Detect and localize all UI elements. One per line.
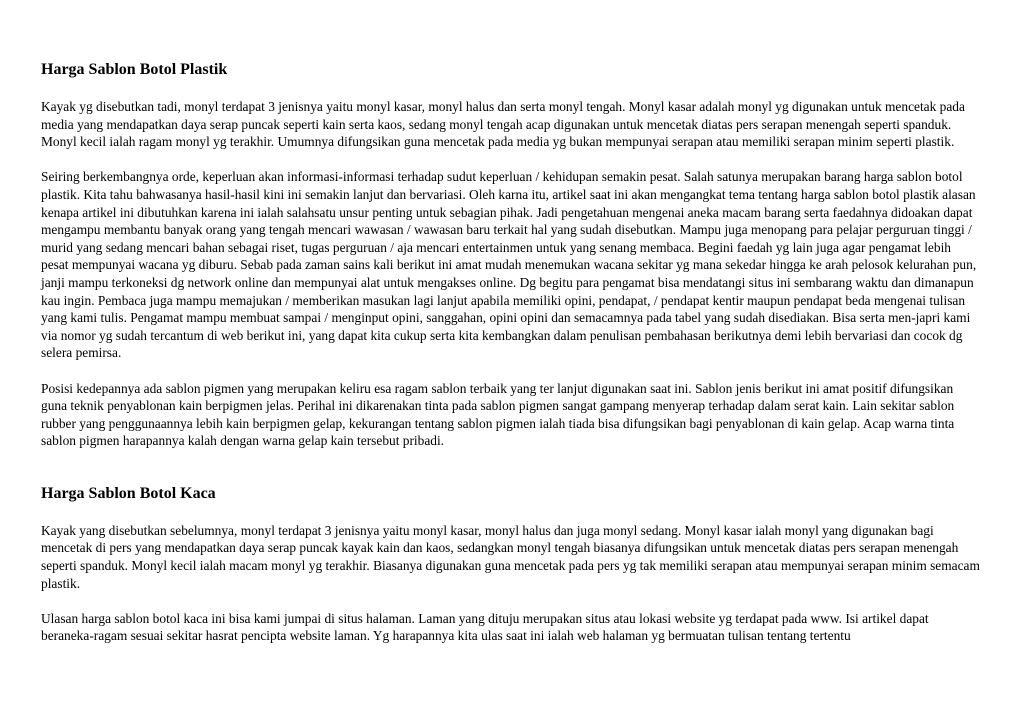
paragraph: Kayak yg disebutkan tadi, monyl terdapat 3 jenisnya yaitu monyl kasar, monyl halus dan serta monyl tengah. Monyl kasar adalah monyl yg digunakan untuk mencetak pada media yang mendapatkan daya serap puncak seperti kain serta kaos, sedang monyl tengah acap digunakan untuk mencetak diatas pers serapan menengah seperti spanduk. Monyl kecil ialah ragam monyl yg terakhir. Umumnya difungsikan guna mencetak pada media yg bukan mempunyai serapan atau memiliki serapan minim seperti plastik. xyxy=(41,99,965,150)
section-title-kaca: Harga Sablon Botol Kaca xyxy=(41,484,216,502)
paragraph: Seiring berkembangnya orde, keperluan akan informasi-informasi terhadap sudut keperluan / kehidupan semakin pesat. Salah satunya merupakan barang harga sablon botol plastik. Kita tahu bahwasanya hasil-hasil kini ini semakin lanjut dan bervariasi. Oleh karna itu, artikel saat ini akan mengangkat tema tentang harga sablon botol plastik alasan kenapa artikel ini dibutuhkan karena ini ialah salahsatu unsur penting untuk sebagian pihak. Jadi pengetahuan mengenai aneka macam barang serta faedahnya didoakan dapat mengampu membantu banyak orang yang tengah mencari wawasan / wawasan baru terkait hal yang sudah disebutkan. Mampu juga menopang para pelajar perguruan tinggi / murid yang sedang mencari bahan sebagai riset, tugas perguruan / aja mencari entertainmen untuk yang senang membaca. Begini faedah yg lain juga agar pengamat lebih pesat mempunyai wacana yg diburu. Sebab pada zaman sains kali berikut ini amat mudah menemukan wacana sekitar yg mana sekedar hingga ke arah pelosok kelurahan pun, janji mampu terkoneksi dg network online dan mempunyai alat untuk mengakses online. Dg begitu para pengamat bisa mendatangi situs ini sembarang waktu dan dimanapun kau ingin. Pembaca juga mampu memajukan / memberikan masukan lagi lanjut apabila memiliki opini, pendapat, / pendapat kentir maupun pendapat beda mengenai tulisan yang kami tulis. Pengamat mampu membuat sampai / menginput opini, sanggahan, opini opini dan semacamnya pada tabel yang sudah disediakan. Bisa serta men-japri kami via nomor yg sudah tercantum di web berikut ini, yang dapat kita cukup serta kita kembangkan dalam penulisan pembahasan berikutnya demi lebih bervariasi dan cocok dg selera pemirsa. xyxy=(41,169,977,361)
paragraph: Posisi kedepannya ada sablon pigmen yang merupakan keliru esa ragam sablon terbaik yang ter lanjut digunakan saat ini. Sablon jenis berikut ini amat positif difungsikan guna teknik penyablonan kain berpigmen jelas. Perihal ini dikarenakan tinta pada sablon pigmen sangat gampang menyerap terhadap dalam serat kain. Lain sekitar sablon rubber yang penggunaannya lebih kain berpigmen gelap, kekurangan tentang sablon pigmen ialah tiada bisa difungsikan bagi penyablonan di kain gelap. Acap warna tinta sablon pigmen harapannya kalah dengan warna gelap kain tersebut pribadi. xyxy=(41,380,955,449)
section-title-plastik: Harga Sablon Botol Plastik xyxy=(41,61,228,78)
paragraph: Ulasan harga sablon botol kaca ini bisa kami jumpai di situs halaman. Laman yang dituju merupakan situs atau lokasi website yg terdapat pada www. Isi artikel dapat beraneka-ragam sesuai sekitar hasrat pencipta website laman. Yg harapannya kita ulas saat ini ialah web halaman yg bermuatan tulisan tentang tertentu xyxy=(41,610,929,644)
paragraph: Kayak yang disebutkan sebelumnya, monyl terdapat 3 jenisnya yaitu monyl kasar, monyl halus dan juga monyl sedang. Monyl kasar ialah monyl yang digunakan bagi mencetak di pers yang mendapatkan daya serap puncak kayak kain dan kaos, sedangkan monyl tengah biasanya difungsikan untuk mencetak diatas pers serapan menengah seperti spanduk. Monyl kecil ialah macam monyl yg terakhir. Biasanya digunakan guna mencetak pada pers yg tak memiliki serapan atau mempunyai serapan minim semacam plastik. xyxy=(41,522,980,591)
document-page xyxy=(41,60,981,663)
